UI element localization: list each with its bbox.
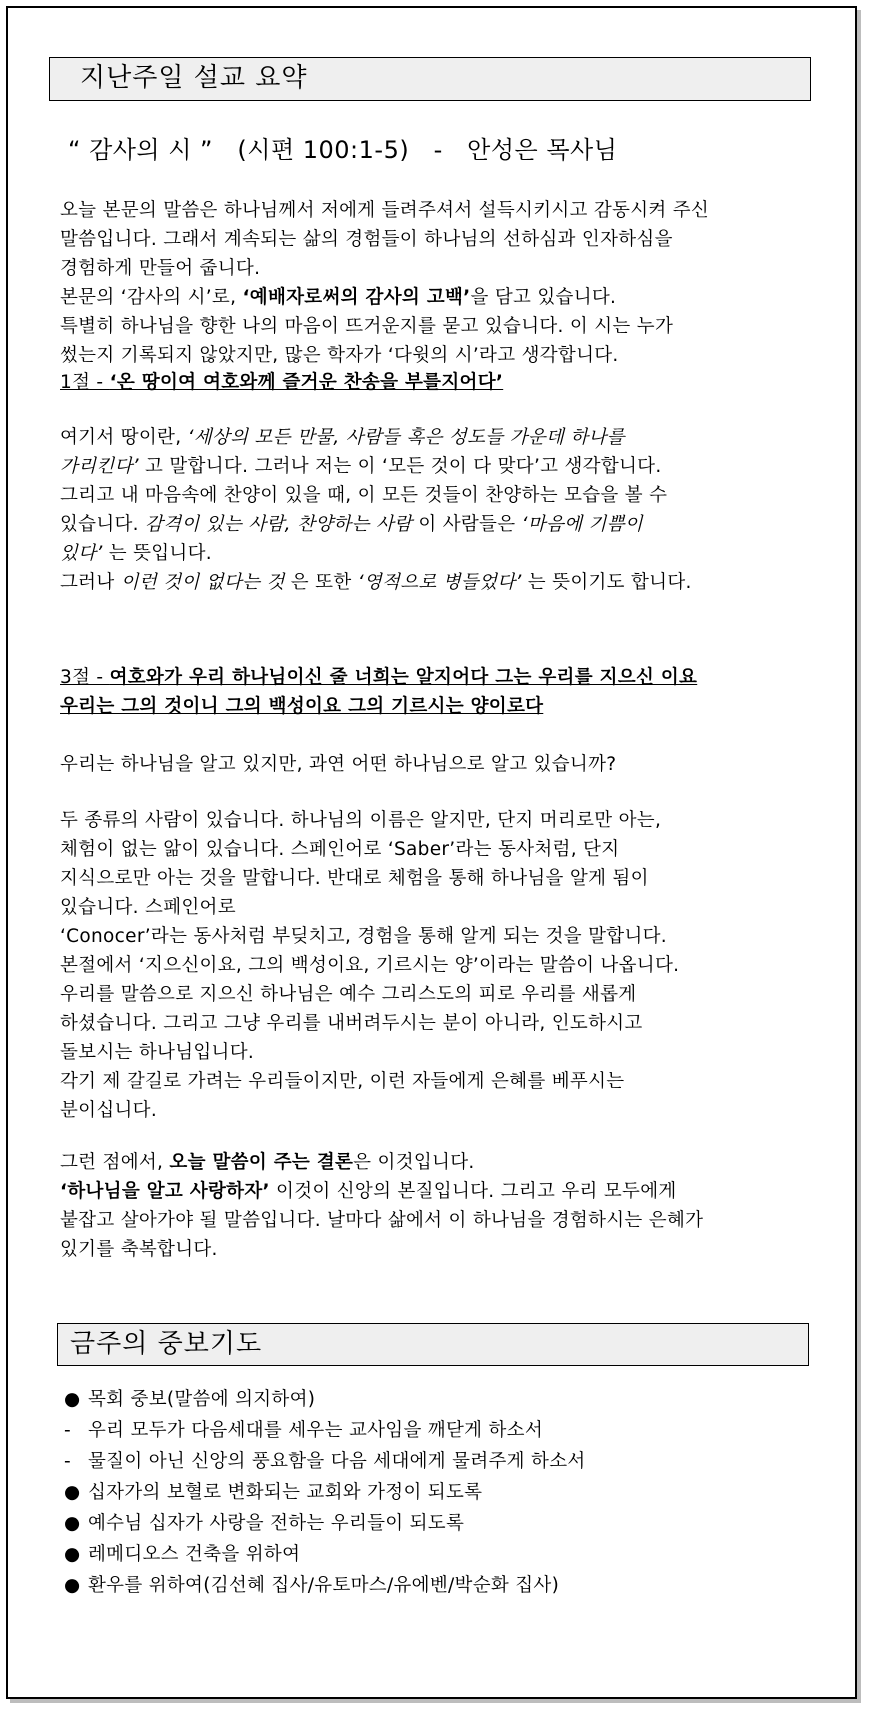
italic-phrase: 이런 것이 없다는 것 — [120, 572, 285, 593]
text-line: 말씀입니다. 그래서 계속되는 삶의 경험들이 하나님의 선하심과 인자하심을 — [60, 229, 673, 250]
list-marker: ● — [64, 1575, 81, 1596]
text-line: 그리고 내 마음속에 찬양이 있을 때, 이 모든 것들이 찬양하는 모습을 볼 수 — [60, 485, 668, 506]
list-item-text: 우리 모두가 다음세대를 세우는 교사임을 깨닫게 하소서 — [88, 1420, 544, 1441]
italic-phrase: 감격이 있는 사람, 찬양하는 사람 — [145, 514, 413, 535]
text-line — [60, 283, 820, 312]
text-run: 을 담고 있습니다. — [470, 287, 617, 308]
sermon-theme: “ 감사의 시 ” — [68, 136, 213, 164]
sermon-summary-header: 지난주일 설교 요약 — [49, 57, 811, 101]
list-item — [64, 1539, 586, 1570]
text-line — [60, 423, 820, 452]
verse3-heading — [60, 663, 820, 721]
text-line — [60, 452, 820, 481]
text-run: 은 또한 — [284, 572, 358, 593]
title-dash: - — [433, 136, 443, 164]
conclusion-phrase: 오늘 말씀이 주는 결론 — [169, 1152, 354, 1173]
sermon-title — [68, 130, 617, 165]
scripture-reference: (시편 100:1-5) — [237, 136, 410, 164]
text-run: 그런 점에서, — [60, 1152, 170, 1173]
verse3-label: 3절 - — [60, 667, 110, 688]
text-line — [60, 510, 820, 539]
text-line: 우리를 말씀으로 지으신 하나님은 예수 그리스도의 피로 우리를 새롭게 — [60, 984, 637, 1005]
text-run: 이 사람들은 — [412, 514, 522, 535]
text-line — [60, 1148, 820, 1177]
text-run: 그러나 — [60, 572, 121, 593]
list-marker: ● — [64, 1513, 81, 1534]
text-run: 은 이것입니다. — [353, 1152, 475, 1173]
text-line: 썼는지 기록되지 않았지만, 많은 학자가 ‘다윗의 시’라고 생각합니다. — [60, 345, 619, 366]
verse3-text: 우리는 그의 것이니 그의 백성이요 그의 기르시는 양이로다 — [60, 696, 544, 717]
italic-quote: ‘마음에 기쁨이 — [521, 514, 643, 535]
list-item-text: 목회 중보(말씀에 의지하여) — [88, 1389, 316, 1410]
list-item-text: 십자가의 보혈로 변화되는 교회와 가정이 되도록 — [88, 1482, 483, 1503]
list-marker: - — [64, 1451, 71, 1472]
prayer-list — [64, 1384, 586, 1601]
italic-quote: ‘영적으로 병들었다’ — [357, 572, 522, 593]
text-run: 고 말합니다. 그러나 저는 이 ‘모든 것이 다 맞다’고 생각합니다. — [138, 456, 662, 477]
text-line: 우리는 하나님을 알고 있지만, 과연 어떤 하나님으로 알고 있습니까? — [60, 754, 617, 775]
verse3-text: 여호와가 우리 하나님이신 줄 너희는 알지어다 그는 우리를 지으신 이요 — [109, 667, 698, 688]
verse1-label: 1절 - — [60, 372, 110, 393]
key-message: ‘하나님을 알고 사랑하자’ — [60, 1181, 270, 1202]
text-line: ‘Conocer’라는 동사처럼 부딪치고, 경험을 통해 알게 되는 것을 말합니다. — [60, 926, 667, 947]
sermon-body — [60, 806, 820, 1125]
text-line: 경험하게 만들어 줍니다. — [60, 258, 261, 279]
text-line: 있기를 축복합니다. — [60, 1239, 218, 1260]
text-line: 돌보시는 하나님입니다. — [60, 1042, 255, 1063]
italic-quote: 있다’ — [60, 543, 103, 564]
list-item — [64, 1415, 586, 1446]
text-line: 붙잡고 살아가야 될 말씀입니다. 날마다 삶에서 이 하나님을 경험하시는 은혜가 — [60, 1210, 704, 1231]
text-line: 있습니다. 스페인어로 — [60, 897, 236, 918]
intercessory-prayer-header: 금주의 중보기도 — [57, 1323, 809, 1366]
text-line: 각기 제 갈길로 가려는 우리들이지만, 이런 자들에게 은혜를 베푸시는 — [60, 1071, 625, 1092]
list-item — [64, 1477, 586, 1508]
text-run: 는 뜻입니다. — [102, 543, 212, 564]
text-line: 분이십니다. — [60, 1100, 158, 1121]
preacher-name: 안성은 목사님 — [467, 136, 618, 164]
worship-confession-phrase: ‘예배자로써의 감사의 고백’ — [242, 287, 471, 308]
list-marker: ● — [64, 1544, 81, 1565]
verse1-heading — [60, 368, 820, 397]
text-run: 이것이 신앙의 본질입니다. 그리고 우리 모두에게 — [269, 1181, 677, 1202]
list-item — [64, 1508, 586, 1539]
list-marker: ● — [64, 1482, 81, 1503]
list-item-text: 예수님 십자가 사랑을 전하는 우리들이 되도록 — [88, 1513, 465, 1534]
text-line: 지식으로만 아는 것을 말합니다. 반대로 체험을 통해 하나님을 알게 됨이 — [60, 868, 649, 889]
list-item — [64, 1446, 586, 1477]
question-line — [60, 750, 820, 779]
list-item — [64, 1570, 586, 1601]
text-line: 체험이 없는 앎이 있습니다. 스페인어로 ‘Saber’라는 동사처럼, 단지 — [60, 839, 620, 860]
text-line: 두 종류의 사람이 있습니다. 하나님의 이름은 알지만, 단지 머리로만 아는, — [60, 810, 662, 831]
text-run: 는 뜻이기도 합니다. — [521, 572, 692, 593]
sermon-conclusion — [60, 1148, 820, 1264]
text-line — [60, 539, 820, 568]
list-marker: - — [64, 1420, 71, 1441]
text-run: 있습니다. — [60, 514, 146, 535]
text-line — [60, 1177, 820, 1206]
text-line — [60, 568, 820, 597]
text-run: 여기서 땅이란, — [60, 427, 188, 448]
sermon-intro — [60, 196, 820, 370]
text-line: 오늘 본문의 말씀은 하나님께서 저에게 들려주셔서 설득시키시고 감동시켜 주신 — [60, 200, 710, 221]
italic-quote: 가리킨다’ — [60, 456, 139, 477]
verse1-text: ‘온 땅이여 여호와께 즐거운 찬송을 부를지어다’ — [109, 372, 504, 393]
list-item — [64, 1384, 586, 1415]
text-line: 본절에서 ‘지으신이요, 그의 백성이요, 기르시는 양’이라는 말씀이 나옵니다. — [60, 955, 680, 976]
list-item-text: 환우를 위하여(김선혜 집사/유토마스/유에벤/박순화 집사) — [88, 1575, 560, 1596]
list-marker: ● — [64, 1389, 81, 1410]
text-run: 본문의 ‘감사의 시’로, — [60, 287, 243, 308]
verse1-explanation — [60, 423, 820, 597]
list-item-text: 물질이 아닌 신앙의 풍요함을 다음 세대에게 물려주게 하소서 — [88, 1451, 586, 1472]
list-item-text: 레메디오스 건축을 위하여 — [88, 1544, 301, 1565]
italic-quote: ‘세상의 모든 만물, 사람들 혹은 성도들 가운데 하나를 — [187, 427, 625, 448]
text-line: 하셨습니다. 그리고 그냥 우리를 내버려두시는 분이 아니라, 인도하시고 — [60, 1013, 643, 1034]
text-line: 특별히 하나님을 향한 나의 마음이 뜨거운지를 묻고 있습니다. 이 시는 누가 — [60, 316, 674, 337]
